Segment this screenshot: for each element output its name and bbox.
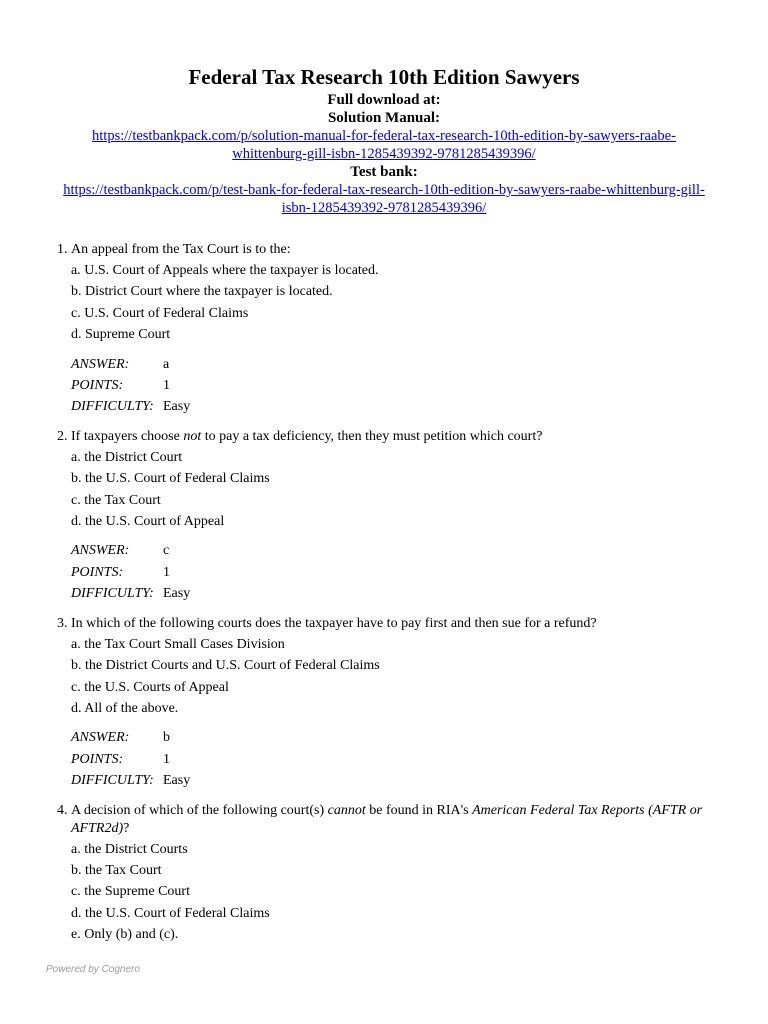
choice-list (0, 634, 768, 720)
choice-item: b. the District Courts and U.S. Court of Federal Claims (71, 658, 380, 674)
choice-item: d. the U.S. Court of Appeal (71, 514, 225, 530)
test-bank-label: Test bank: (350, 164, 418, 180)
answer-label: ANSWER: (71, 356, 130, 372)
question-4 (0, 802, 768, 946)
question-text: A decision of which of the following court(s) (71, 802, 328, 818)
question-meta (0, 354, 768, 418)
question-stem (0, 428, 768, 446)
difficulty-label: DIFFICULTY: (71, 399, 154, 415)
question-text: In which of the following courts does the taxpayer have to pay first and then sue for a refund? (71, 615, 597, 631)
question-text: If taxpayers choose (71, 428, 184, 444)
question-list (0, 241, 768, 956)
publication-title: American Federal Tax Reports (AFTR or AFTR2d) (71, 802, 703, 836)
choice-item: a. U.S. Court of Appeals where the taxpayer is located. (71, 263, 379, 278)
choice-item: a. the District Court (71, 449, 183, 465)
choice-list (0, 447, 768, 533)
answer-value: a (163, 356, 170, 372)
question-emphasis: cannot (327, 802, 366, 818)
question-stem (0, 802, 768, 838)
difficulty-value: Easy (163, 399, 191, 415)
document-title: Federal Tax Research 10th Edition Sawyers (188, 65, 580, 89)
answer-row (0, 354, 768, 375)
difficulty-label: DIFFICULTY: (71, 773, 154, 789)
question-number: 4. (57, 802, 68, 818)
points-value: 1 (163, 751, 170, 767)
difficulty-value: Easy (163, 773, 191, 789)
points-label: POINTS: (71, 564, 124, 580)
choice-item: b. District Court where the taxpayer is located. (71, 284, 333, 300)
choice-item: d. All of the above. (71, 700, 179, 716)
difficulty-value: Easy (163, 586, 191, 602)
answer-row (0, 727, 768, 748)
solution-manual-url-line2[interactable]: whittenburg-gill-isbn-1285439392-9781285439396/ (232, 146, 536, 162)
points-row (0, 375, 768, 396)
test-bank-url-line2[interactable]: isbn-1285439392-9781285439396/ (281, 200, 487, 216)
question-text: An appeal from the Tax Court is to the: (71, 242, 291, 257)
choice-list (0, 839, 768, 946)
choice-item: a. the District Courts (71, 841, 188, 857)
choice-item: c. the U.S. Courts of Appeal (71, 679, 229, 695)
question-number: 2. (57, 428, 68, 444)
test-bank-url-line1[interactable]: https://testbankpack.com/p/test-bank-for-federal-tax-research-10th-edition-by-sawyers-raabe-whittenburg-gill- (63, 182, 705, 198)
answer-value: b (163, 730, 170, 746)
solution-manual-link[interactable] (0, 127, 768, 163)
points-value: 1 (163, 564, 170, 580)
points-label: POINTS: (71, 378, 124, 394)
choice-item: b. the Tax Court (71, 862, 162, 878)
answer-label: ANSWER: (71, 730, 130, 746)
question-meta (0, 727, 768, 791)
question-2 (0, 428, 768, 605)
question-3 (0, 615, 768, 792)
question-1 (0, 241, 768, 418)
choice-item: c. U.S. Court of Federal Claims (71, 305, 249, 321)
points-row (0, 562, 768, 583)
choice-item: e. Only (b) and (c). (71, 927, 179, 943)
answer-value: c (163, 543, 170, 559)
choice-item: d. Supreme Court (71, 327, 171, 343)
question-number: 1. (57, 242, 68, 257)
question-text: be found in RIA's (365, 802, 473, 818)
choice-item: b. the U.S. Court of Federal Claims (71, 471, 270, 487)
question-number: 3. (57, 615, 68, 631)
full-download-label: Full download at: (327, 92, 441, 108)
question-emphasis: not (183, 428, 202, 444)
powered-by-footer: Powered by Cognero (46, 964, 140, 975)
choice-item: c. the Supreme Court (71, 884, 190, 900)
document-header (0, 64, 768, 217)
difficulty-row (0, 770, 768, 791)
question-meta (0, 540, 768, 604)
question-text: to pay a tax deficiency, then they must petition which court? (201, 428, 543, 444)
points-label: POINTS: (71, 751, 124, 767)
difficulty-row (0, 583, 768, 604)
question-text: ? (123, 820, 130, 836)
difficulty-row (0, 396, 768, 417)
points-row (0, 749, 768, 770)
difficulty-label: DIFFICULTY: (71, 586, 154, 602)
points-value: 1 (163, 378, 170, 394)
question-stem (0, 615, 768, 633)
answer-row (0, 540, 768, 561)
question-stem (0, 241, 768, 259)
answer-label: ANSWER: (71, 543, 130, 559)
choice-list (0, 260, 768, 346)
test-bank-link[interactable] (0, 181, 768, 217)
solution-manual-label: Solution Manual: (327, 110, 441, 126)
choice-item: a. the Tax Court Small Cases Division (71, 636, 285, 652)
solution-manual-url-line1[interactable]: https://testbankpack.com/p/solution-manual-for-federal-tax-research-10th-edition-by-sawyers-raabe- (92, 128, 676, 144)
choice-item: c. the Tax Court (71, 492, 161, 508)
choice-item: d. the U.S. Court of Federal Claims (71, 905, 270, 921)
